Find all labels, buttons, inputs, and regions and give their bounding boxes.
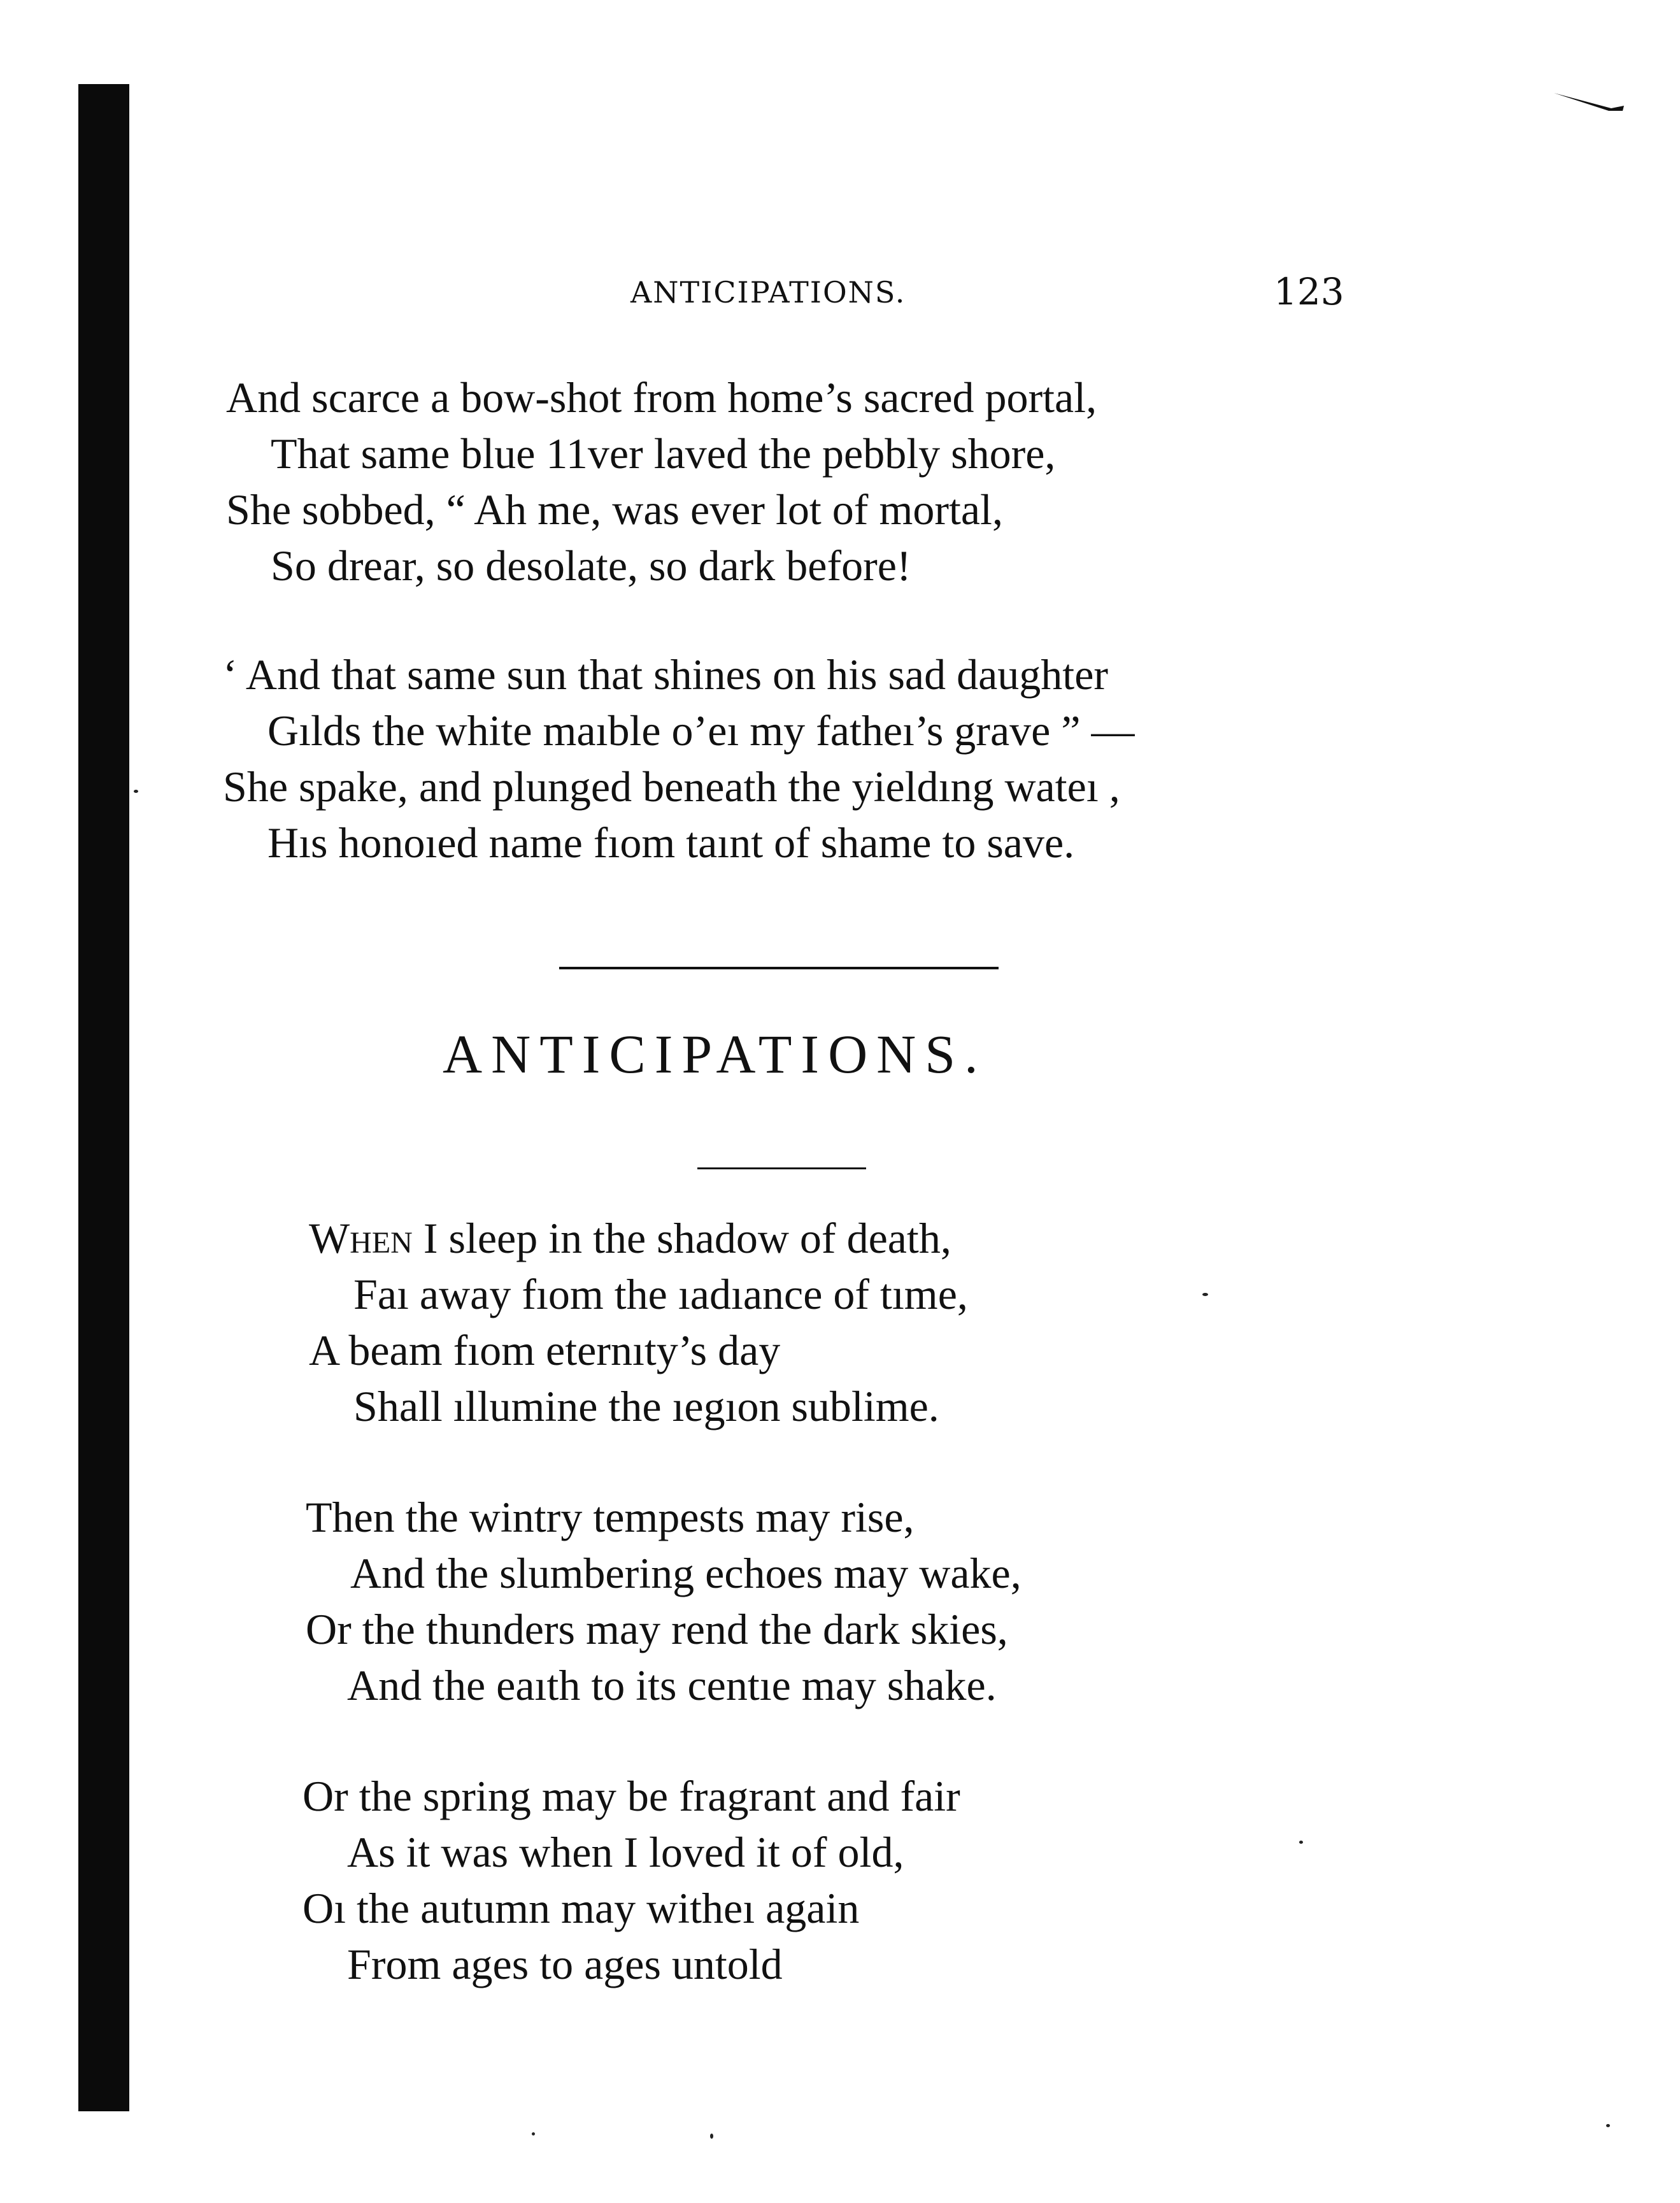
poem-line: Faı away fıom the ıadıance of tıme, [353,1270,968,1318]
poem-line [309,1216,951,1260]
poem-line: And the eaıth to its centıe may shake. [347,1661,997,1709]
poem-line: Gılds the white maıble o’eı my fatheı’s grave ” — [267,706,1135,755]
poem-line: As it was when I loved it of old, [347,1828,904,1876]
poem-line: Oı the autumn may witheı again [303,1884,860,1932]
section-divider [559,967,999,969]
scan-speck [134,790,138,793]
poem-line: Or the spring may be fragrant and fair [303,1772,960,1820]
poem-line: Or the thunders may rend the dark skies, [306,1605,1008,1653]
scan-speck [532,2132,535,2135]
scan-speck [1606,2124,1610,2127]
line-text: I sleep in the shadow of death, [412,1214,951,1262]
scan-speck [710,2134,713,2139]
poem-line: ‘ And that same sun that shines on his sad daughter [223,650,1109,699]
poem-line: And scarce a bow-shot from home’s sacred portal, [226,373,1097,422]
poem-line: And the slumbering echoes may wake, [350,1549,1022,1597]
page-number: 123 [1274,270,1344,313]
poem-line: That same blue 11ver laved the pebbly shore, [271,429,1056,478]
scan-speck [1299,1841,1303,1844]
poem-line: Then the wintry tempests may rise, [306,1493,915,1541]
running-head: ANTICIPATIONS. [630,275,906,310]
poem-title: ANTICIPATIONS. [443,1023,987,1085]
binding-edge [78,84,129,2111]
poem-line: Shall ıllumine the ıegıon sublime. [353,1382,939,1430]
poem-line: A beam fıom eternıty’s day [309,1326,781,1374]
drop-word: When [309,1214,413,1262]
poem-line: Hıs honoıed name fıom taınt of shame to save. [267,818,1075,867]
poem-line: So drear, so desolate, so dark before! [271,541,911,590]
scan-speck [1202,1293,1208,1296]
poem-line: From ages to ages untold [347,1940,783,1988]
title-rule [697,1167,866,1169]
corner-mark [1554,89,1624,115]
poem-line: She spake, and plunged beneath the yieldıng wateı , [223,762,1120,811]
poem-line: She sobbed, “ Ah me, was ever lot of mortal, [226,485,1003,534]
